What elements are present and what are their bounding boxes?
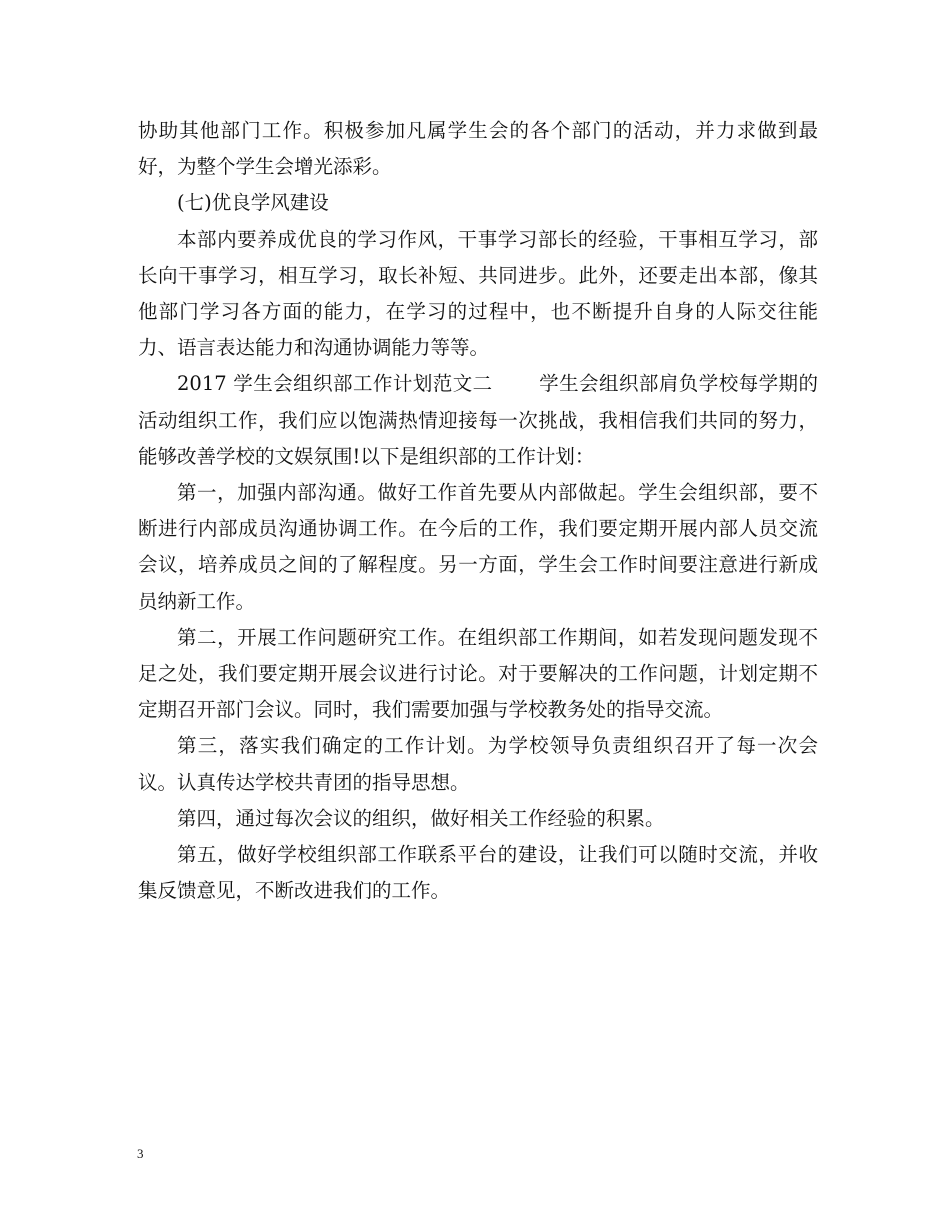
- paragraph-item-two: 第二，开展工作问题研究工作。在组织部工作期间，如若发现问题发现不足之处，我们要定期开展会议进行讨论。对于要解决的工作问题，计划定期不定期召开部门会议。同时，我们需要加强与学校教务处的指导交流。: [138, 625, 818, 722]
- paragraph-study-style: 本部内要养成优良的学习作风，干事学习部长的经验，干事相互学习，部长向干事学习，相互学习，取长补短、共同进步。此外，还要走出本部，像其他部门学习各方面的能力，在学习的过程中，也不断提升自身的人际交往能力、语言表达能力和沟通协调能力等等。: [138, 227, 818, 360]
- document-body: [138, 113, 818, 909]
- section-heading-study-style: (七)优良学风建设: [177, 191, 329, 215]
- paragraph-continuation: 协助其他部门工作。积极参加凡属学生会的各个部门的活动，并力求做到最好，为整个学生会增光添彩。: [138, 119, 818, 179]
- paragraph-item-four: 第四，通过每次会议的组织，做好相关工作经验的积累。: [177, 806, 665, 830]
- paragraph-item-one: 第一，加强内部沟通。做好工作首先要从内部做起。学生会组织部，要不断进行内部成员沟通协调工作。在今后的工作，我们要定期开展内部人员交流会议，培养成员之间的了解程度。另一方面，学生会工作时间要注意进行新成员纳新工作。: [138, 481, 818, 613]
- paragraph-item-three: 第三，落实我们确定的工作计划。为学校领导负责组织召开了每一次会议。认真传达学校共青团的指导思想。: [138, 734, 818, 794]
- paragraph-item-five: 第五，做好学校组织部工作联系平台的建设，让我们可以随时交流，并收集反馈意见，不断改进我们的工作。: [138, 843, 818, 903]
- paragraph-plan-two-intro: 2017 学生会组织部工作计划范文二 学生会组织部肩负学校每学期的活动组织工作，我们应以饱满热情迎接每一次挑战，我相信我们共同的努力，能够改善学校的文娱氛围!以下是组织部的工作计划：: [138, 372, 818, 468]
- page-number: 3: [137, 1146, 144, 1161]
